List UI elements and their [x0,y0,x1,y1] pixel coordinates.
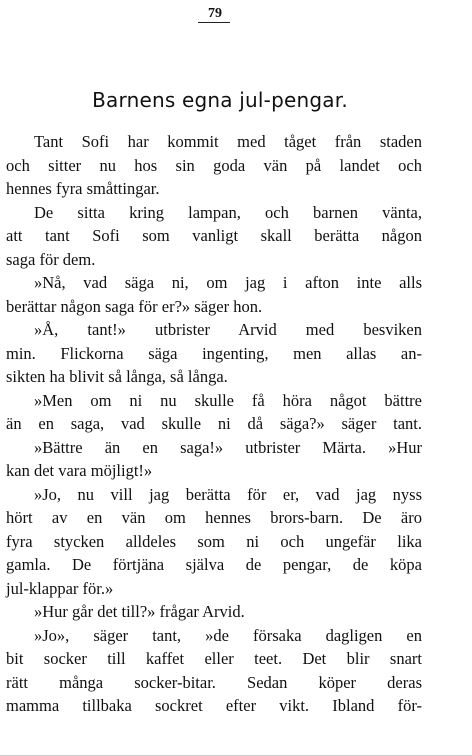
text-line: hennes fyra småttingar. [6,179,160,198]
text-line: gamla. De förtjäna själva de pengar, de köpa [6,555,422,574]
text-line: »Men om ni nu skulle få höra något bättre [34,390,422,410]
text-line: än en saga, vad skulle ni då säga?» säger tant. [6,414,422,433]
text-line: »Jo, nu vill jag berätta för er, vad jag nyss [34,484,422,504]
text-line: rätt många socker-bitar. Sedan köper deras [6,672,422,692]
text-line: berättar någon saga för er?» säger hon. [6,296,263,316]
text-line: »Hur går det till?» frågar Arvid. [34,602,245,621]
text-line: »Jo», säger tant, »de försaka dagligen en [34,625,422,645]
page-number-underline [198,22,230,23]
body-text [6,130,422,718]
text-line: min. Flickorna säga ingenting, men allas an- [6,343,422,363]
text-line: hört av en vän om hennes brors-barn. De äro [6,508,422,527]
text-line: »Å, tant!» utbrister Arvid med besviken [34,320,422,339]
text-line: »Nå, vad säga ni, om jag i afton inte alls [34,273,422,292]
text-line: mamma tillbaka sockret efter vikt. Ibland för- [6,696,422,715]
chapter-title: Barnens egna jul-pengar. [92,88,348,112]
text-line: att tant Sofi som vanligt skall berätta någon [6,226,422,245]
text-line: »Bättre än en saga!» utbrister Märta. »Hur [34,437,422,457]
text-line: Tant Sofi har kommit med tåget från staden [34,132,422,151]
text-line: bit socker till kaffet eller teet. Det blir snart [6,649,422,668]
text-line: fyra stycken alldeles som ni och ungefär lika [6,531,422,551]
page-number: 79 [208,6,222,21]
text-line: kan det vara möjligt!» [6,461,153,480]
text-line: jul-klappar för.» [6,578,114,598]
text-line: och sitter nu hos sin goda vän på landet och [6,155,422,175]
text-line: De sitta kring lampan, och barnen vänta, [34,202,422,222]
text-line: sikten ha blivit så långa, så långa. [6,367,228,386]
text-line: saga för dem. [6,249,96,269]
